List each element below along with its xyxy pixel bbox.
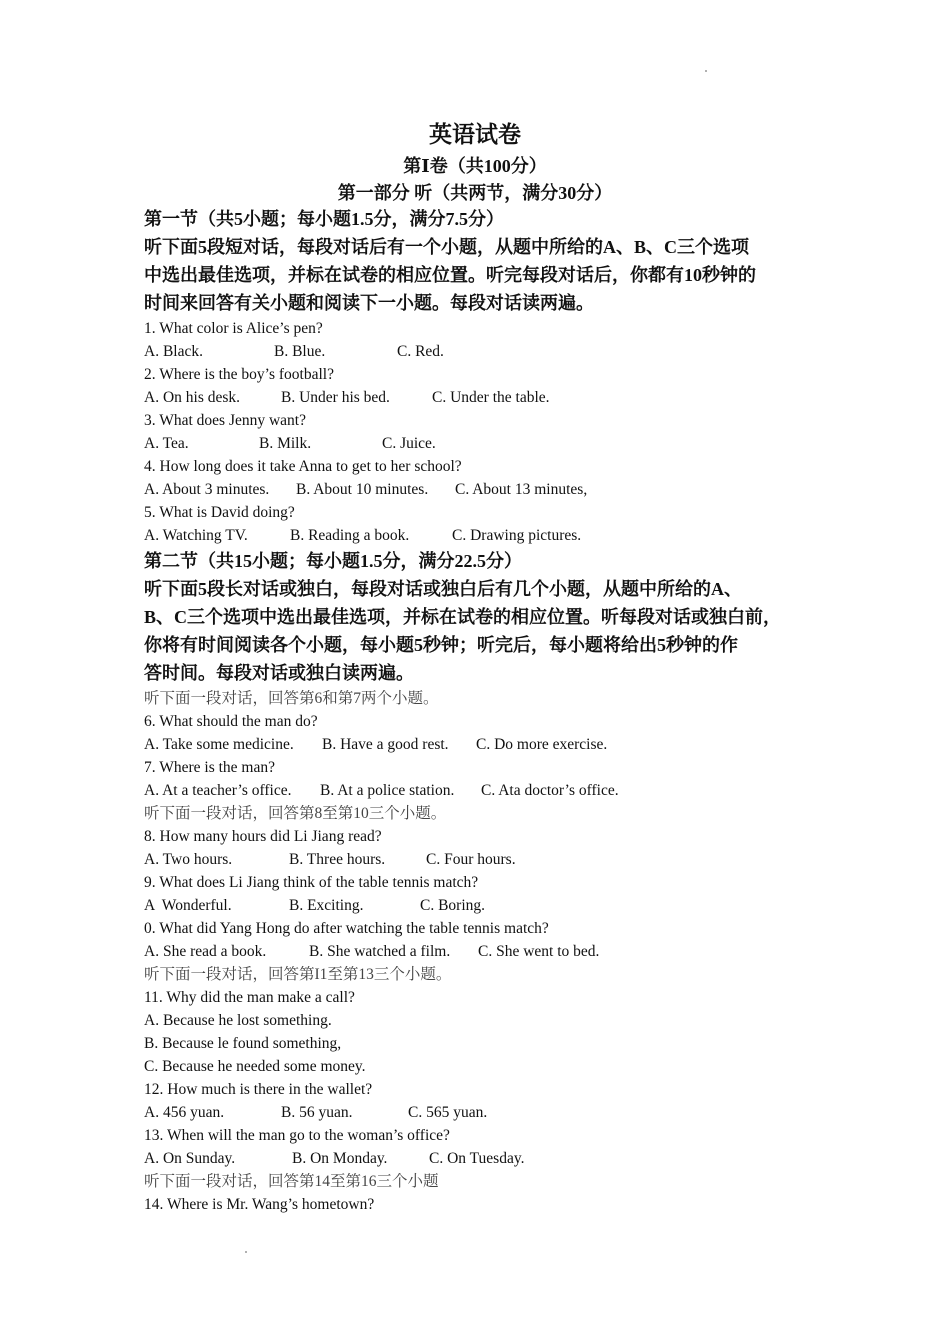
option-b: B. Exciting. — [289, 897, 364, 914]
option-a: A. On his desk. — [144, 389, 241, 406]
question: 7. Where is the man? — [144, 759, 275, 776]
listening-direction: 听下面一段对话，回答第14至第16三个小题 — [144, 1173, 439, 1190]
option-a: A. 456 yuan. — [144, 1104, 225, 1121]
options — [144, 340, 824, 363]
question: 14. Where is Mr. Wang’s hometown? — [144, 1196, 375, 1213]
option-b: B. She watched a film. — [309, 943, 451, 960]
question: 11. Why did the man make a call? — [144, 989, 355, 1006]
listening-direction: 听下面一段对话，回答第6和第7两个小题。 — [144, 690, 439, 707]
question: 5. What is David doing? — [144, 504, 295, 521]
option-a: A. Two hours. — [144, 851, 233, 868]
question: 1. What color is Alice’s pen? — [144, 320, 323, 337]
option-c: C. She went to bed. — [478, 943, 600, 960]
scan-speck — [705, 70, 707, 72]
section1-instruction: 中选出最佳选项，并标在试卷的相应位置。听完每段对话后，你都有10秒钟的 — [144, 265, 756, 285]
question: 12. How much is there in the wallet? — [144, 1081, 373, 1098]
option-c: C. Drawing pictures. — [452, 527, 582, 544]
option-a: A. On Sunday. — [144, 1150, 236, 1167]
question: 2. Where is the boy’s football? — [144, 366, 334, 383]
question: 6. What should the man do? — [144, 713, 318, 730]
option-c: C. Boring. — [420, 897, 486, 914]
option-b: B. Under his bed. — [281, 389, 390, 406]
options — [144, 733, 824, 756]
option-c: C. Red. — [397, 343, 444, 360]
option-a: A. Tea. — [144, 435, 189, 452]
section1-instruction: 时间来回答有关小题和阅读下一小题。每段对话读两遍。 — [144, 293, 594, 313]
option-c: C. Do more exercise. — [476, 736, 608, 753]
option-a: A. At a teacher’s office. — [144, 782, 292, 799]
section1-heading: 第一节（共5小题；每小题1.5分，满分7.5分） — [144, 209, 504, 229]
options — [144, 524, 824, 547]
option-a: A. Watching TV. — [144, 527, 248, 544]
option-b: B. 56 yuan. — [281, 1104, 353, 1121]
section2-instruction: 答时间。每段对话或独白读两遍。 — [144, 663, 414, 683]
question: 3. What does Jenny want? — [144, 412, 306, 429]
options — [144, 386, 824, 409]
section1-instruction: 听下面5段短对话，每段对话后有一个小题，从题中所给的A、B、C三个选项 — [144, 237, 750, 257]
options — [144, 478, 824, 501]
option-a: A. Take some medicine. — [144, 736, 294, 753]
option-c: C. 565 yuan. — [408, 1104, 488, 1121]
options — [144, 848, 824, 871]
volume-heading: 第Ⅰ卷（共100分） — [403, 156, 547, 176]
section2-instruction: B、C三个选项中选出最佳选项，并标在试卷的相应位置。听每段对话或独白前， — [144, 607, 782, 627]
options — [144, 894, 824, 917]
question: 9. What does Li Jiang think of the table tennis match? — [144, 874, 479, 891]
section2-heading: 第二节（共15小题；每小题1.5分，满分22.5分） — [144, 551, 522, 571]
option-c: C. Four hours. — [426, 851, 516, 868]
option-b: B. Three hours. — [289, 851, 386, 868]
option-b: B. Milk. — [259, 435, 312, 452]
scan-speck — [245, 1251, 247, 1253]
question: 13. When will the man go to the woman’s office? — [144, 1127, 450, 1144]
listening-direction: 听下面一段对话，回答第8至第10三个小题。 — [144, 805, 447, 822]
option-c: C. About 13 minutes, — [455, 481, 588, 498]
options — [144, 940, 824, 963]
options — [144, 1147, 824, 1170]
option-a: A Wonderful. — [144, 897, 232, 914]
option-c: C. On Tuesday. — [429, 1150, 525, 1167]
question: 4. How long does it take Anna to get to her school? — [144, 458, 462, 475]
option-b: B. Reading a book. — [290, 527, 410, 544]
section2-instruction: 你将有时间阅读各个小题，每小题5秒钟；听完后，每小题将给出5秒钟的作 — [144, 635, 738, 655]
question: 0. What did Yang Hong do after watching the table tennis match? — [144, 920, 549, 937]
option-a: A. About 3 minutes. — [144, 481, 270, 498]
option-a: A. She read a book. — [144, 943, 267, 960]
option-c: C. Juice. — [382, 435, 436, 452]
option-b: B. About 10 minutes. — [296, 481, 429, 498]
option-c: C. Under the table. — [432, 389, 550, 406]
option-b: B. On Monday. — [292, 1150, 388, 1167]
option-b: B. At a police station. — [320, 782, 455, 799]
options — [144, 779, 824, 802]
option-b: B. Blue. — [274, 343, 326, 360]
exam-content — [144, 205, 824, 1216]
section2-instruction: 听下面5段长对话或独白，每段对话或独白后有几个小题，从题中所给的A、 — [144, 579, 742, 599]
option-b: B. Because le found something, — [144, 1035, 342, 1052]
listening-direction: 听下面一段对话，回答第I1至第13三个小题。 — [144, 966, 452, 983]
option-c: C. Because he needed some money. — [144, 1058, 366, 1075]
option-b: B. Have a good rest. — [322, 736, 449, 753]
part-heading: 第一部分 听（共两节，满分30分） — [337, 183, 613, 203]
question: 8. How many hours did Li Jiang read? — [144, 828, 382, 845]
option-c: C. Ata doctor’s office. — [481, 782, 619, 799]
options — [144, 1101, 824, 1124]
exam-title: 英语试卷 — [429, 122, 521, 147]
option-a: A. Black. — [144, 343, 203, 360]
option-a: A. Because he lost something. — [144, 1012, 332, 1029]
options — [144, 432, 824, 455]
